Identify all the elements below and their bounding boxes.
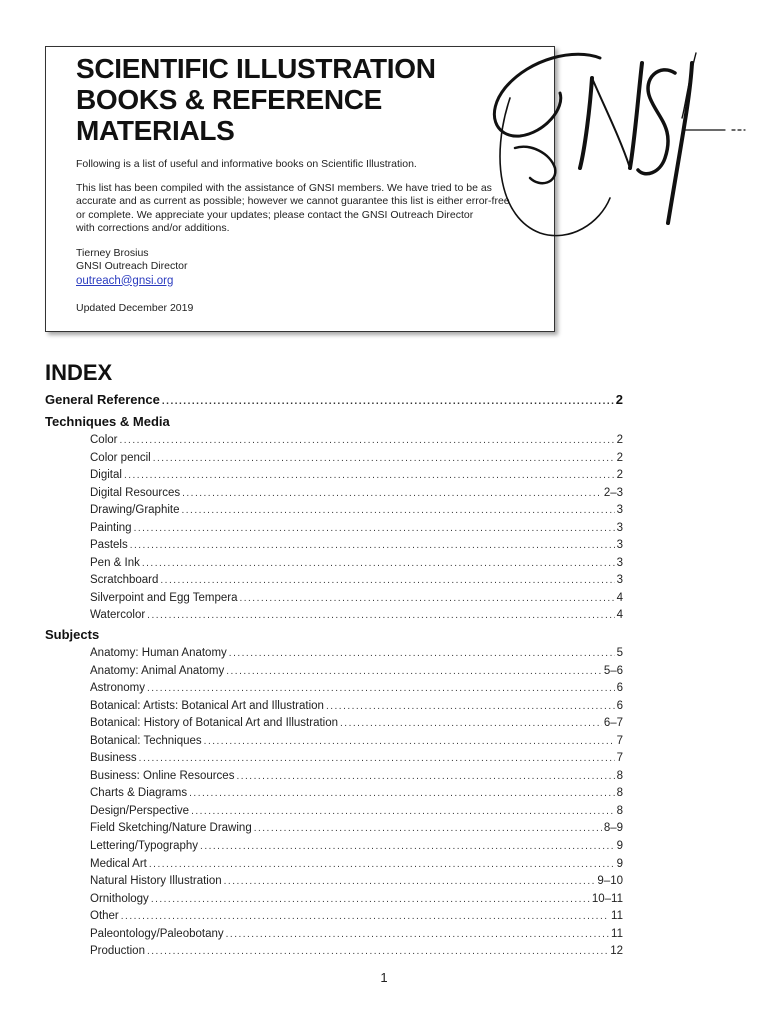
toc-label: Pastels: [90, 539, 128, 552]
toc-page: 2: [616, 451, 623, 464]
toc-label: Color pencil: [90, 451, 151, 464]
toc-label: Anatomy: Human Anatomy: [90, 647, 227, 660]
leader-dots: [121, 909, 609, 926]
toc-page: 5–6: [603, 664, 623, 677]
toc-page: 11: [611, 910, 623, 923]
toc-entry[interactable]: [45, 715, 623, 733]
toc-entry[interactable]: [45, 537, 623, 555]
toc-page: 8: [616, 769, 623, 782]
toc-page: 9–10: [597, 875, 623, 888]
toc-entry[interactable]: [45, 926, 623, 944]
toc-page: 2: [616, 434, 623, 446]
section-heading-techniques: Techniques & Media: [45, 414, 170, 429]
toc-label: Design/Perspective: [90, 804, 190, 817]
toc-entry[interactable]: [45, 590, 623, 608]
toc-page: 4: [616, 609, 623, 622]
leader-dots: [182, 486, 602, 503]
section-heading-subjects: Subjects: [45, 627, 100, 643]
toc-label: Drawing/Graphite: [90, 504, 180, 517]
leader-dots: [162, 392, 614, 412]
toc-page: 12: [610, 945, 623, 958]
toc-label: Ornithology: [90, 892, 149, 905]
toc-page: 9: [616, 840, 623, 853]
toc-page: 9: [616, 857, 623, 870]
toc-entry[interactable]: [45, 803, 623, 821]
leader-dots: [142, 556, 615, 573]
toc-label: Digital: [90, 469, 122, 482]
leader-dots: [204, 734, 615, 751]
toc-entry[interactable]: [45, 750, 623, 768]
toc-page: 6–7: [603, 717, 623, 730]
leader-dots: [134, 521, 615, 538]
leader-dots: [130, 538, 615, 555]
toc-label: Astronomy: [90, 682, 145, 695]
toc-label: Production: [90, 945, 145, 958]
leader-dots: [153, 451, 615, 468]
toc-entry[interactable]: [45, 768, 623, 786]
leader-dots: [149, 857, 615, 874]
toc-entry[interactable]: [45, 733, 623, 751]
toc-label: Scratchboard: [90, 574, 159, 587]
toc-label: Charts & Diagrams: [90, 787, 188, 800]
leader-dots: [191, 804, 615, 821]
leader-dots: [124, 468, 615, 485]
toc-entry[interactable]: [45, 698, 623, 716]
toc-page: 3: [616, 504, 623, 517]
toc-label: Digital Resources: [90, 486, 181, 499]
logo-text: [670, 133, 671, 134]
toc-page: 4: [616, 591, 623, 604]
leader-dots: [340, 716, 602, 733]
updated-date: Updated December 2019: [76, 301, 194, 314]
toc-entry[interactable]: [45, 943, 623, 961]
toc-label: Botanical: Techniques: [90, 734, 202, 747]
toc-label: Anatomy: Animal Anatomy: [90, 664, 225, 677]
toc-entry[interactable]: [45, 838, 623, 856]
toc-page: 6: [616, 699, 623, 712]
toc-entry[interactable]: [45, 663, 623, 681]
toc-label: Other: [90, 910, 119, 923]
leader-dots: [226, 927, 609, 944]
toc-label: Watercolor: [90, 609, 146, 622]
leader-dots: [147, 681, 615, 698]
intro-paragraph: Following is a list of useful and informative books on Scientific Illustration.: [76, 158, 417, 170]
toc-page: 2: [616, 469, 623, 482]
intro-paragraph-line: This list has been compiled with the assistance of GNSI members. We have tried to be as: [76, 181, 492, 194]
toc-entry[interactable]: [45, 572, 623, 590]
intro-text: [76, 158, 534, 236]
toc-page: 3: [616, 574, 623, 587]
toc-page: 6: [616, 682, 623, 695]
leader-dots: [119, 433, 614, 450]
leader-dots: [229, 646, 615, 663]
toc-label: Medical Art: [90, 857, 147, 870]
title-line: BOOKS & REFERENCE: [76, 84, 383, 115]
gnsi-logo: [470, 38, 750, 248]
toc-label: Business: Online Resources: [90, 769, 235, 782]
toc-label: Pen & Ink: [90, 556, 140, 569]
leader-dots: [139, 751, 615, 768]
leader-dots: [147, 608, 614, 625]
toc-label: Natural History Illustration: [90, 875, 222, 888]
leader-dots: [224, 874, 596, 891]
toc-page: 5: [616, 647, 623, 660]
toc-page: 11: [611, 927, 623, 940]
toc-label: Field Sketching/Nature Drawing: [90, 822, 252, 835]
title-line: SCIENTIFIC ILLUSTRATION: [76, 53, 436, 84]
toc-entry[interactable]: [45, 680, 623, 698]
toc-entry[interactable]: [45, 467, 623, 485]
toc-entry[interactable]: [45, 645, 623, 663]
contact-name: Tierney Brosius: [76, 246, 149, 259]
intro-paragraph-line: accurate and as current as possible; however we cannot guarantee this list is either error-free: [76, 195, 510, 207]
toc-label: General Reference: [45, 392, 160, 407]
leader-dots: [254, 821, 602, 838]
leader-dots: [200, 839, 615, 856]
toc-page: 3: [616, 539, 623, 552]
techniques-list: [45, 432, 623, 625]
toc-page: 3: [616, 521, 623, 534]
toc-entry[interactable]: [45, 485, 623, 503]
subjects-list: [45, 645, 623, 961]
toc-entry[interactable]: [45, 520, 623, 538]
toc-label: Silverpoint and Egg Tempera: [90, 591, 238, 604]
toc-entry[interactable]: [45, 785, 623, 803]
toc-page: 7: [616, 734, 623, 747]
toc-label: Painting: [90, 521, 132, 534]
leader-dots: [226, 664, 602, 681]
toc-page: 2: [615, 392, 623, 407]
toc-entry[interactable]: [45, 432, 623, 450]
toc-entry[interactable]: [45, 555, 623, 573]
toc-label: Botanical: Artists: Botanical Art and Illustration: [90, 699, 324, 712]
toc-page: 8: [616, 787, 623, 800]
page-number: 1: [380, 970, 388, 985]
intro-paragraph-line: or complete. We appreciate your updates; please contact the GNSI Outreach Director: [76, 208, 474, 221]
toc-page: 10–11: [591, 892, 623, 905]
intro-paragraph-line: with corrections and/or additions.: [76, 222, 230, 234]
leader-dots: [236, 769, 614, 786]
toc-entry[interactable]: [45, 450, 623, 468]
toc-label: Lettering/Typography: [90, 840, 199, 853]
toc-entry[interactable]: [45, 891, 623, 909]
leader-dots: [326, 699, 615, 716]
toc-entry[interactable]: [45, 856, 623, 874]
toc-page: 3: [616, 556, 623, 569]
leader-dots: [160, 573, 614, 590]
leader-dots: [181, 503, 614, 520]
toc-entry-general-reference[interactable]: [45, 390, 623, 412]
toc-entry[interactable]: [45, 502, 623, 520]
toc-page: 2–3: [603, 486, 623, 499]
toc-entry[interactable]: [45, 873, 623, 891]
leader-dots: [239, 591, 614, 608]
toc-entry[interactable]: [45, 820, 623, 838]
table-of-contents: [45, 390, 623, 961]
toc-page: 8–9: [603, 822, 623, 835]
leader-dots: [189, 786, 614, 803]
toc-label: Paleontology/Paleobotany: [90, 927, 224, 940]
toc-entry[interactable]: [45, 607, 623, 625]
contact-email-link[interactable]: outreach@gnsi.org: [76, 274, 174, 287]
toc-page: 7: [616, 752, 623, 765]
leader-dots: [151, 892, 590, 909]
title-line: MATERIALS: [76, 115, 235, 146]
toc-label: Color: [90, 434, 118, 446]
toc-label: Botanical: History of Botanical Art and Illustration: [90, 717, 339, 730]
toc-label: Business: [90, 752, 137, 765]
contact-block: [76, 247, 534, 289]
contact-role: GNSI Outreach Director: [76, 260, 188, 272]
toc-entry[interactable]: [45, 908, 623, 926]
index-title: INDEX: [45, 360, 113, 385]
leader-dots: [147, 944, 608, 961]
toc-page: 8: [616, 804, 623, 817]
document-title: [76, 53, 534, 146]
